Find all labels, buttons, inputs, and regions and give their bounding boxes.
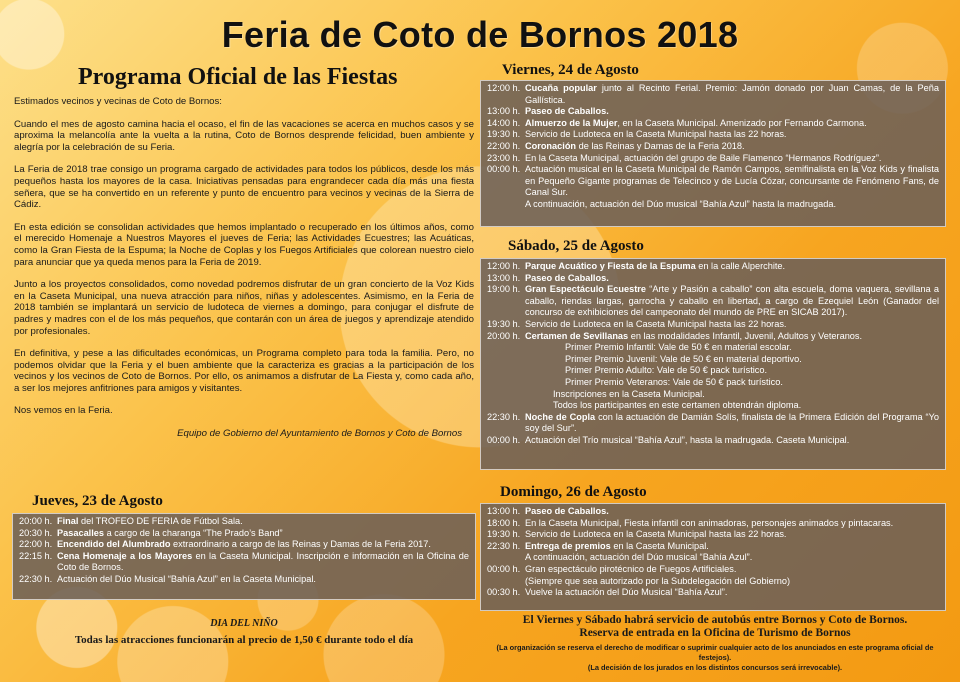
event-highlight: Almuerzo de la Mujer <box>525 117 618 128</box>
schedule-row <box>487 541 939 553</box>
event-description: Encendido del Alumbrado extraordinario a cargo de las Reinas y Damas de la Feria 2017. <box>57 539 431 550</box>
bus-line: El Viernes y Sábado habrá servicio de autobús entre Bornos y Coto de Bornos. <box>522 614 908 626</box>
event-description: (Siempre que sea autorizado por la Subdelegación del Gobierno) <box>525 575 791 586</box>
schedule-row <box>487 319 939 331</box>
event-time: 20:00 h. <box>487 330 521 341</box>
schedule-row <box>487 129 939 141</box>
event-description <box>525 506 939 518</box>
dia-del-nino <box>14 618 474 646</box>
domingo-schedule <box>480 503 946 611</box>
event-highlight: Pasacalles <box>57 527 105 538</box>
intro-paragraph: En esta edición se consolidan actividades que hemos implantado o recuperado en los últimos años, como el merecido Homenaje a Nuestros Mayores el jueves de Feria; las Actividades Ecuestres; las Acuáticas, como la Gran Fiesta de la Espuma; la Noche de Coplas y los Fuegos Artificiales que colorean nuestro cielo para anunciar que ya queda menos para la Feria de 2019. <box>14 221 474 268</box>
event-description: Entrega de premios en la Caseta Municipal. <box>525 540 709 551</box>
event-time: 20:00 h. <box>19 516 53 526</box>
event-description: Coronación de las Reinas y Damas de la Feria 2018. <box>525 140 745 151</box>
intro-closing: Nos vemos en la Feria. <box>14 405 113 417</box>
event-description: En la Caseta Municipal, Fiesta infantil con animadoras, personajes animados y pintacaras. <box>525 517 894 528</box>
event-description: Actuación musical en la Caseta Municipal de Ramón Campos, semifinalista en la Voz Kids y finalista en Pequeño Gigante programas de Telecinco y de Lucía Cózar, concursante de Fenómeno Fans, de Canal Sur. <box>525 164 939 198</box>
schedule-row <box>19 528 469 540</box>
schedule-row <box>19 551 469 574</box>
event-time: 19:30 h. <box>487 529 521 540</box>
event-time: 22:00 h. <box>487 140 521 151</box>
diploma-note: Todos los participantes en este certamen obtendrán diploma. <box>553 400 802 411</box>
event-description: Gran espectáculo pirotécnico de Fuegos Artificiales. <box>525 563 737 574</box>
event-description: Final del TROFEO DE FERIA de Fútbol Sala. <box>57 516 243 526</box>
event-description: Actuación del Trío musical “Bahía Azul”, hasta la madrugada. Caseta Municipal. <box>525 434 850 445</box>
event-highlight: Encendido del Alumbrado <box>57 539 171 550</box>
bus-reservation: Reserva de entrada en la Oficina de Turismo de Bornos <box>579 627 851 639</box>
prize-line: Primer Premio Adulto: Vale de 50 € pack turístico. <box>565 365 768 376</box>
bus-service-note <box>480 614 950 640</box>
event-description: Certamen de Sevillanas en las modalidades Infantil, Juvenil, Adultos y Veteranos. <box>525 330 863 341</box>
jueves-schedule <box>12 513 476 600</box>
event-highlight: Paseo de Caballos. <box>525 506 609 516</box>
event-highlight: Cena Homenaje a los Mayores <box>57 550 193 561</box>
schedule-row <box>19 539 469 551</box>
schedule-row <box>19 574 469 586</box>
event-time <box>487 552 525 564</box>
schedule-row <box>487 506 939 518</box>
prize-line: Primer Premio Infantil: Vale de 50 € en material escolar. <box>565 342 792 353</box>
schedule-row <box>487 83 939 106</box>
intro-letter <box>14 96 474 451</box>
event-description: Servicio de Ludoteca en la Caseta Municipal hasta las 22 horas. <box>525 129 787 140</box>
schedule-row <box>487 273 939 285</box>
event-description: Cucaña popular junto al Recinto Ferial. Premio: Jamón donado por Juan Camas, de la Peña Gallística. <box>525 83 939 105</box>
sabado-schedule <box>480 258 946 470</box>
intro-paragraph: En definitiva, y pese a las dificultades económicas, un Programa completo para toda la familia. Pero, no podemos olvidar que la Feria y el buen ambiente que la caracteriza es gracias a la participación de los vecinos y los vecinos de Coto de Bornos. Por ello, os animamos a disfrutar de La Fiesta y, como cada año, a ser los mejores anfitriones para amigos y visitantes. <box>14 348 474 394</box>
schedule-row <box>487 518 939 530</box>
event-time <box>487 576 525 588</box>
event-highlight: Entrega de premios <box>525 540 611 551</box>
event-time: 12:00 h. <box>487 83 521 93</box>
schedule-row <box>487 564 939 576</box>
event-description: Almuerzo de la Mujer, en la Caseta Municipal. Amenizado por Fernando Carmona. <box>525 117 867 128</box>
event-description: Vuelve la actuación del Dúo Musical “Bahía Azul”. <box>525 587 728 598</box>
intro-paragraph: La Feria de 2018 trae consigo un programa cargado de actividades para todos los públicos, desde los más pequeños hasta los mayores de la casa. Iniciativas pensadas para engrandecer cada día más una fiesta señera, que se ha convertido en un referente y punto de encuentro para vecinos y vecinas de la Sierra de Cádiz. <box>14 164 474 211</box>
event-description: Gran Espectáculo Ecuestre “Arte y Pasión a caballo” con alta escuela, doma vaquera, sevillana a caballo, riendas largas, garrocha y caballo en libertad, a cargo de Ezequiel León (Ganador del concurso de exhibiciones del campeonato del mundo de PRE en SICAB 2017). <box>525 284 939 318</box>
schedule-row <box>487 141 939 153</box>
event-highlight: Final <box>57 516 79 526</box>
jueves-header: Jueves, 23 de Agosto <box>32 493 163 509</box>
event-description: A continuación, actuación del Dúo musical “Bahía Azul”. <box>525 552 753 563</box>
schedule-row <box>487 199 939 211</box>
event-description: Noche de Copla con la actuación de Damián Solís, finalista de la Primera Edición del Programa “Yo soy del Sur”. <box>525 411 939 434</box>
event-highlight: Gran Espectáculo Ecuestre <box>525 284 646 295</box>
event-highlight: Parque Acuático y Fiesta de la Espuma <box>525 261 696 271</box>
schedule-row <box>487 576 939 588</box>
event-description <box>525 273 939 285</box>
event-highlight: Coronación <box>525 140 577 151</box>
event-time: 19:30 h. <box>487 318 521 329</box>
event-time: 22:15 h. <box>19 550 53 561</box>
event-highlight: Cucaña popular <box>525 83 597 93</box>
viernes-schedule <box>480 80 946 227</box>
viernes-header: Viernes, 24 de Agosto <box>502 62 639 78</box>
event-description: Servicio de Ludoteca en la Caseta Municipal hasta las 22 horas. <box>525 318 787 329</box>
intro-greeting: Estimados vecinos y vecinas de Coto de Bornos: <box>14 96 222 107</box>
event-time: 22:30 h. <box>19 573 53 584</box>
event-time: 00:00 h. <box>487 164 521 175</box>
schedule-row <box>487 164 939 199</box>
dia-del-nino-heading: DIA DEL NIÑO <box>210 618 278 629</box>
event-description <box>525 106 939 118</box>
schedule-row <box>19 516 469 528</box>
event-description: A continuación, actuación del Dúo musical “Bahía Azul” hasta la madrugada. <box>525 198 837 209</box>
event-time: 20:30 h. <box>19 527 53 538</box>
intro-signature: Equipo de Gobierno del Ayuntamiento de Bornos y Coto de Bornos <box>177 428 462 440</box>
schedule-row <box>487 331 939 343</box>
schedule-row <box>487 153 939 165</box>
schedule-row <box>487 552 939 564</box>
sabado-header: Sábado, 25 de Agosto <box>508 238 644 254</box>
event-highlight: Certamen de Sevillanas <box>525 330 629 341</box>
event-time: 13:00 h. <box>487 272 521 283</box>
event-time <box>487 199 525 211</box>
intro-paragraph: Cuando el mes de agosto camina hacia el ocaso, el fin de las vacaciones se acerca en muchos casos y se aproxima la melancolía ante la vuelta a la rutina, Coto de Bornos desprende felicidad, buen ambiente y alegría por la celebración de su Feria. <box>14 118 474 153</box>
schedule-row <box>487 261 939 273</box>
prize-line: Primer Premio Juvenil: Vale de 50 € en material deportivo. <box>565 353 802 364</box>
event-description: Pasacalles a cargo de la charanga “The Prado’s Band” <box>57 527 283 538</box>
disclaimer-notes <box>480 643 950 673</box>
disclaimer-line: (La organización se reserva el derecho de modificar o suprimir cualquier acto de los anunciados en este programa oficial de festejos). <box>496 643 934 662</box>
event-time: 22:00 h. <box>19 539 53 550</box>
event-time: 14:00 h. <box>487 117 521 128</box>
schedule-row <box>487 529 939 541</box>
schedule-row <box>487 435 939 447</box>
dia-del-nino-text: Todas las atracciones funcionarán al precio de 1,50 € durante todo el día <box>74 634 414 646</box>
schedule-row <box>487 284 939 319</box>
event-time: 19:00 h. <box>487 284 521 295</box>
event-description: Cena Homenaje a los Mayores en la Caseta Municipal. Inscripción e información en la Oficina de Coto de Bornos. <box>57 550 469 573</box>
schedule-row <box>487 118 939 130</box>
domingo-header: Domingo, 26 de Agosto <box>500 484 647 500</box>
schedule-row <box>487 412 939 435</box>
intro-paragraph: Junto a los proyectos consolidados, como novedad podremos disfrutar de un gran concierto de la Voz Kids en la Caseta Municipal, una nueva atracción para niños, niñas y adolescentes. Asimismo, en la Feria de 2018 también se implantará un servicio de ludoteca de viernes a domingo, para conjugar el disfrute de padres y madres con el de los más pequeños, que contarán con un área de juegos y aprendizaje atendido por profesionales. <box>14 279 474 337</box>
event-description: En la Caseta Municipal, actuación del grupo de Baile Flamenco “Hermanos Rodríguez”. <box>525 152 882 163</box>
event-highlight: Paseo de Caballos. <box>525 272 609 283</box>
event-time: 23:00 h. <box>487 152 521 163</box>
event-time: 13:00 h. <box>487 106 521 117</box>
event-time: 18:00 h. <box>487 517 521 528</box>
poster-subtitle: Programa Oficial de las Fiestas <box>78 64 398 90</box>
event-time: 22:30 h. <box>487 540 521 551</box>
event-time: 00:00 h. <box>487 563 521 574</box>
event-time: 12:00 h. <box>487 261 521 271</box>
poster-title: Feria de Coto de Bornos 2018 <box>221 14 739 55</box>
event-time: 19:30 h. <box>487 129 521 140</box>
event-time: 13:00 h. <box>487 506 521 516</box>
event-time: 00:30 h. <box>487 587 521 598</box>
event-time: 00:00 h. <box>487 434 521 445</box>
prize-line: Primer Premio Veteranos: Vale de 50 € pack turístico. <box>565 376 783 387</box>
event-description: Actuación del Dúo Musical “Bahía Azul” en la Caseta Municipal. <box>57 573 316 584</box>
event-description: Servicio de Ludoteca en la Caseta Municipal hasta las 22 horas. <box>525 529 787 540</box>
schedule-row <box>487 106 939 118</box>
event-time: 22:30 h. <box>487 411 521 422</box>
inscription-note: Inscripciones en la Caseta Municipal. <box>553 388 705 399</box>
event-highlight: Paseo de Caballos. <box>525 106 609 117</box>
schedule-row <box>487 587 939 599</box>
event-highlight: Noche de Copla <box>525 411 596 422</box>
disclaimer-line: (La decisión de los jurados en los distintos concursos será irrevocable). <box>587 663 843 672</box>
event-description: Parque Acuático y Fiesta de la Espuma en la calle Alperchite. <box>525 261 786 271</box>
